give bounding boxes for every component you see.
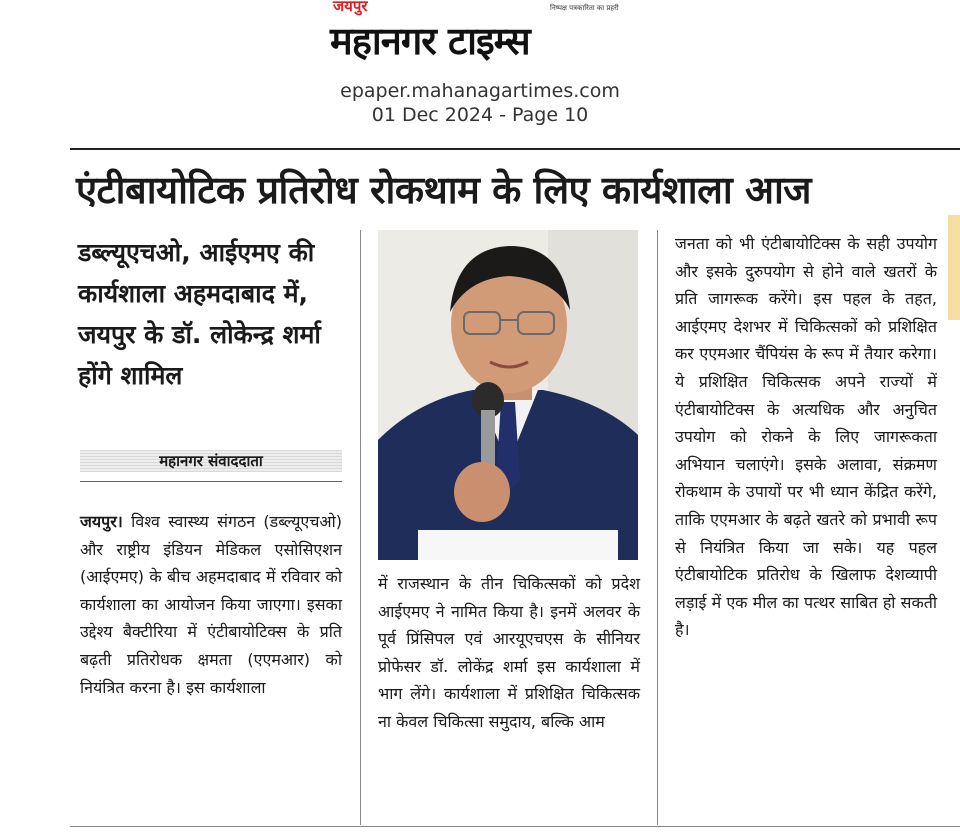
article-headline: एंटीबायोटिक प्रतिरोध रोकथाम के लिए कार्यशाला आज — [76, 168, 811, 212]
paper-name-logo: महानगर टाइम्स — [330, 19, 530, 63]
bottom-rule — [70, 826, 960, 827]
article-subheadline: डब्ल्यूएचओ, आईएमए की कार्यशाला अहमदाबाद में, जयपुर के डॉ. लोकेन्द्र शर्मा होंगे शामिल — [78, 238, 321, 390]
epaper-url: epaper.mahanagartimes.com — [340, 80, 620, 102]
masthead — [300, 0, 660, 70]
article-column-3: जनता को भी एंटीबायोटिक्स के सही उपयोग और इसके दुरुपयोग से होने वाले खतरों के प्रति जागरूक करेंगे। इस पहल के तहत, आईएमए देशभर में चिकित्सकों को प्रशिक्षित कर एएमआर चैंपियंस के रूप में तैयार करेगा। ये प्रशिक्षित चिकित्सक अपने राज्यों में एंटीबायोटिक्स के अत्यधिक और अनुचित उपयोग को रोकने के लिए जागरूकता अभियान चलाएंगे। इसके अलावा, संक्रमण रोकथाम के उपायों पर भी ध्यान केंद्रित करेंगे, ताकि एएमआर के बढ़ते खतरे को प्रभावी रूप से नियंत्रित किया जा सके। यह पहल एंटीबायोटिक प्रतिरोध के खिलाफ देशव्यापी लड़ाई में एक मील का पत्थर साबित हो सकती है। — [675, 234, 937, 640]
epaper-date-page: 01 Dec 2024 - Page 10 — [371, 104, 589, 126]
top-rule-divider — [70, 148, 960, 150]
doctor-portrait-image — [378, 230, 638, 560]
byline: महानगर संवाददाता — [80, 450, 342, 472]
article-photo — [378, 230, 638, 560]
dateline: जयपुर। — [80, 512, 123, 531]
article-column-2: में राजस्थान के तीन चिकित्सकों को प्रदेश आईएमए ने नामित किया है। इनमें अलवर के पूर्व प्रिंसिपल एवं आरयूएचएस के सीनियर प्रोफेसर डॉ. लोकेंद्र शर्मा इस कार्यशाला में भाग लेंगे। कार्यशाला में प्रशिक्षित चिकित्सक ना केवल चिकित्सा समुदाय, बल्कि आम — [378, 574, 640, 731]
article-column-1 — [80, 508, 342, 701]
masthead-tagline: निष्पक्ष पत्रकारिता का प्रहरी — [550, 4, 619, 12]
column-divider — [657, 230, 658, 825]
byline-rule — [80, 481, 342, 482]
page-edge-strip — [948, 215, 960, 320]
column-divider — [360, 230, 361, 825]
masthead-city: जयपुर — [333, 0, 368, 15]
column-1-text: विश्व स्वास्थ्य संगठन (डब्ल्यूएचओ) और राष्ट्रीय इंडियन मेडिकल एसोसिएशन (आईएमए) के बीच अहमदाबाद में रविवार को कार्यशाला का आयोजन किया जाएगा। इसका उद्देश्य बैक्टीरिया में एंटीबायोटिक्स के प्रति बढ़ती प्रतिरोधक क्षमता (एएमआर) को नियंत्रित करना है। इस कार्यशाला — [80, 512, 342, 697]
